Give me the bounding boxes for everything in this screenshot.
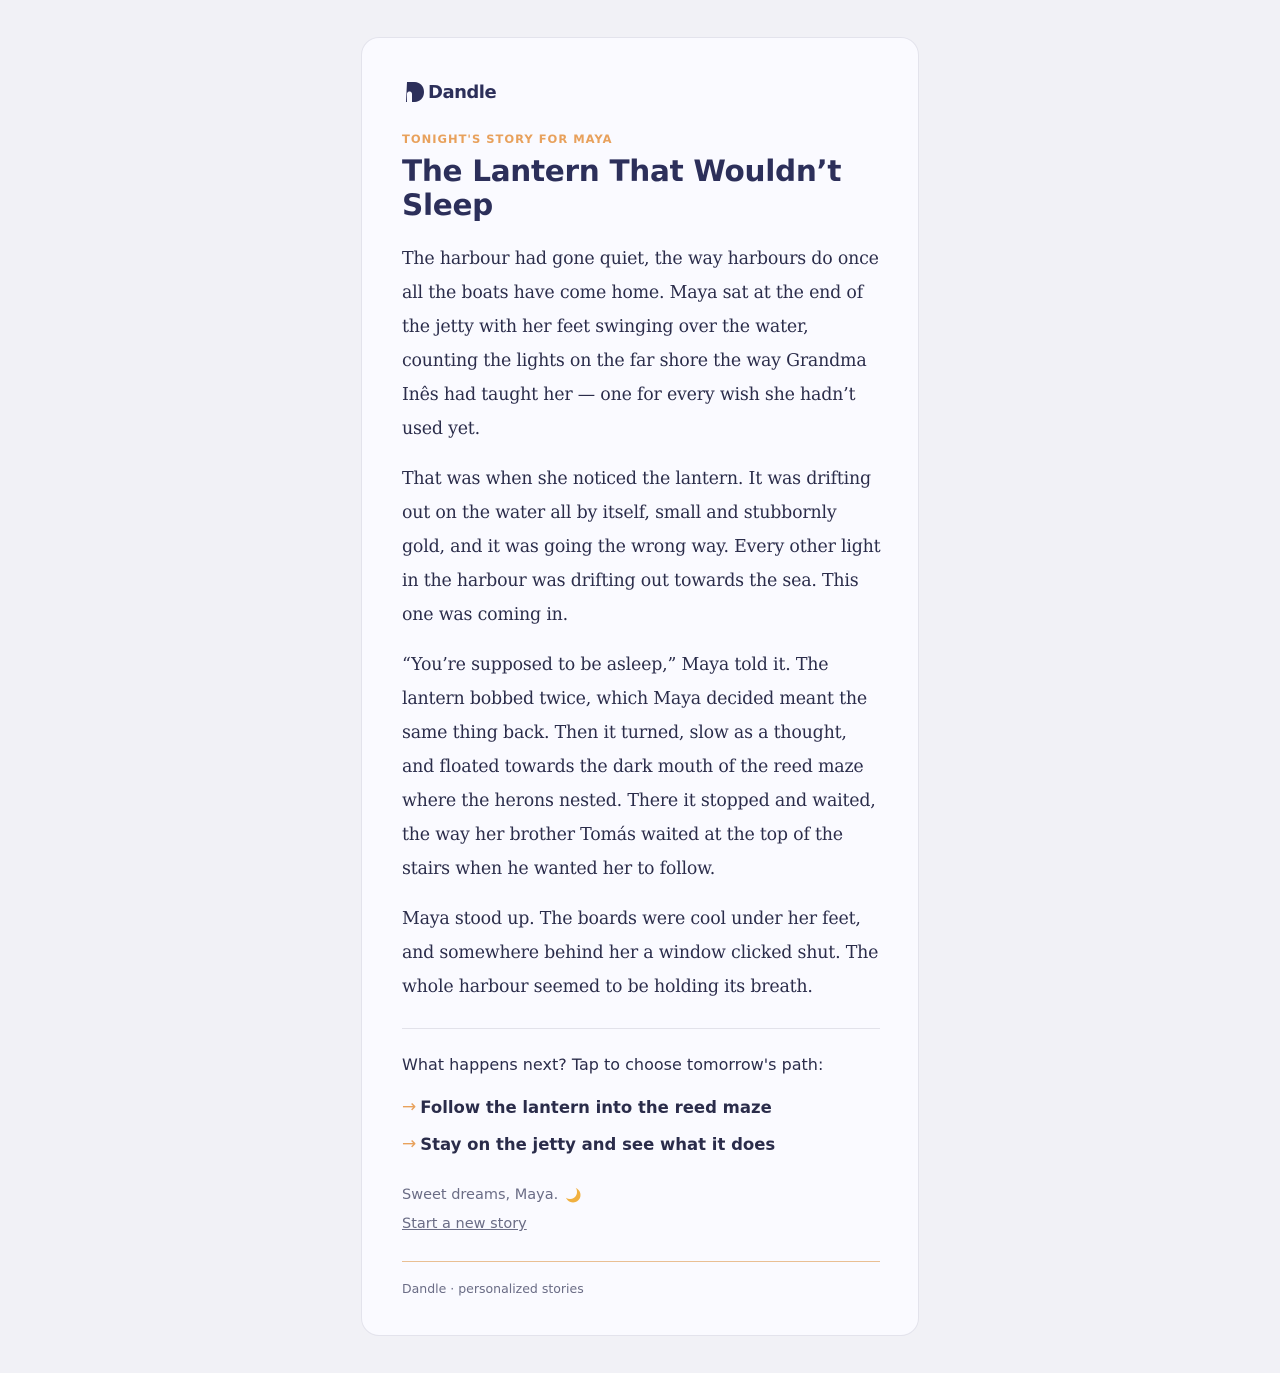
story-paragraph: Maya stood up. The boards were cool under her feet, and somewhere behind her a window clicked shut. The whole harbour seemed to be holding its breath.: [402, 909, 879, 997]
story-eyebrow: TONIGHT'S STORY FOR MAYA: [402, 132, 613, 146]
story-paragraph: The harbour had gone quiet, the way harbours do once all the boats have come home. Maya sat at the end of the jetty with her feet swinging over the water, counting the lights on the far shore the way Grandma Inês had taught her — one for every wish she hadn’t used yet.: [402, 249, 879, 439]
email-card: [361, 37, 919, 1336]
story-title: The Lantern That Wouldn’t Sleep: [402, 154, 842, 222]
footer-divider: [402, 1261, 880, 1262]
start-new-story-link[interactable]: Start a new story: [402, 1216, 527, 1232]
dandle-logo-icon: [405, 81, 425, 103]
story-body: [402, 242, 882, 1020]
brand-logo: [405, 81, 496, 103]
choice-stay-on-jetty-link[interactable]: [402, 1134, 775, 1154]
choice-label: Stay on the jetty and see what it does: [420, 1134, 776, 1154]
choice-label: Follow the lantern into the reed maze: [420, 1097, 772, 1117]
choice-follow-lantern-link[interactable]: [402, 1097, 772, 1117]
arrow-right-icon: →: [402, 1097, 417, 1117]
section-divider: [402, 1028, 880, 1029]
signoff-text: Sweet dreams, Maya.: [402, 1187, 559, 1203]
footer-text: Dandle · personalized stories: [402, 1281, 584, 1296]
story-paragraph: That was when she noticed the lantern. It was drifting out on the water all by itself, small and stubbornly gold, and it was going the wrong way. Every other light in the harbour was drifting out towards the sea. This one was coming in.: [402, 469, 881, 625]
next-prompt: What happens next? Tap to choose tomorrow's path:: [402, 1055, 824, 1074]
story-paragraph: “You’re supposed to be asleep,” Maya told it. The lantern bobbed twice, which Maya decided meant the same thing back. Then it turned, slow as a thought, and floated towards the dark mouth of the reed maze where the herons nested. There it stopped and waited, the way her brother Tomás waited at the top of the stairs when he wanted her to follow.: [402, 655, 876, 879]
brand-name: Dandle: [428, 81, 497, 103]
signoff: [402, 1186, 582, 1204]
crescent-moon-icon: [564, 1186, 582, 1204]
arrow-right-icon: →: [402, 1134, 417, 1154]
